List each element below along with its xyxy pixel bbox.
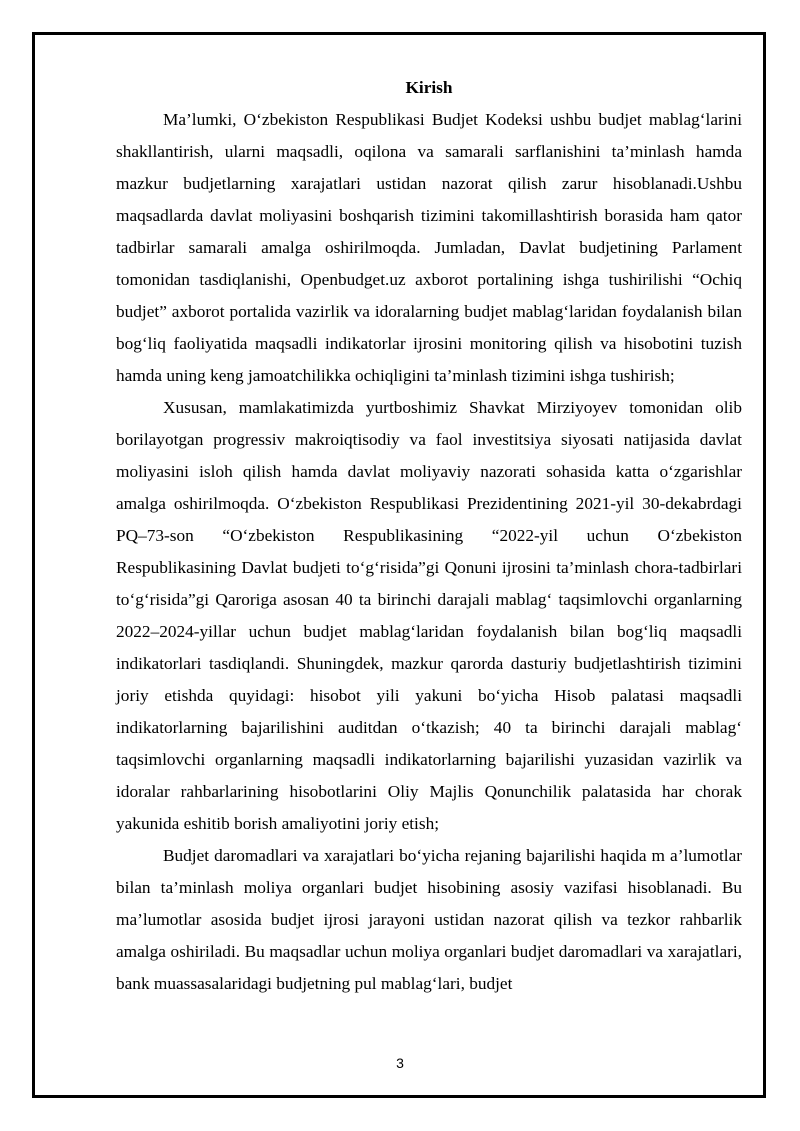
paragraph-2: Xususan, mamlakatimizda yurtboshimiz Shavkat Mirziyoyev tomonidan olib borilayotgan progressiv makroiqtisodiy va faol investitsiya siyosati natijasida davlat moliyasini isloh qilish hamda davlat moliyaviy nazorati sohasida katta o‘zgarishlar amalga oshirilmoqda. O‘zbekiston Respublikasi Prezidentining 2021-yil 30-dekabrdagi PQ–73-son “O‘zbekiston Respublikasining “2022-yil uchun O‘zbekiston Respublikasining Davlat budjeti to‘g‘risida”gi Qonuni ijrosini ta’minlash chora-tadbirlari to‘g‘risida”gi Qaroriga asosan 40 ta birinchi darajali mablag‘ taqsimlovchi organlarning 2022–2024-yillar uchun budjet mablag‘laridan foydalanish bilan bog‘liq maqsadli indikatorlari tasdiqlandi. Shuningdek, mazkur qarorda dasturiy budjetlashtirish tizimini joriy etishda quyidagi: hisobot yili yakuni bo‘yicha Hisob palatasi maqsadli indikatorlarning bajarilishini auditdan o‘tkazish; 40 ta birinchi darajali mablag‘ taqsimlovchi organlarning maqsadli indikatorlarning bajarilishi yuzasidan vazirlik va idoralar rahbarlarining hisobotlarini Oliy Majlis Qonunchilik palatasida har chorak yakunida eshitib borish amaliyotini joriy etish; bbox=[116, 398, 742, 833]
paragraph-1: Ma’lumki, O‘zbekiston Respublikasi Budjet Kodeksi ushbu budjet mablag‘larini shakllantirish, ularni maqsadli, oqilona va samarali sarflanishini ta’minlash hamda mazkur budjetlarning xarajatlari ustidan nazorat qilish zarur hisoblanadi.Ushbu maqsadlarda davlat moliyasini boshqarish tizimini takomillashtirish borasida ham qator tadbirlar samarali amalga oshirilmoqda. Jumladan, Davlat budjetining Parlament tomonidan tasdiqlanishi, Openbudget.uz axborot portalining ishga tushirilishi “Ochiq budjet” axborot portalida vazirlik va idoralarning budjet mablag‘laridan foydalanish bilan bog‘liq faoliyatida maqsadli indikatorlar ijrosini monitoring qilish va hisobotini tuzish hamda uning keng jamoatchilikka ochiqligini ta’minlash tizimini ishga tushirish; bbox=[116, 110, 742, 385]
page-number: 3 bbox=[396, 1055, 404, 1071]
document-body bbox=[116, 72, 742, 1000]
section-title: Kirish bbox=[405, 78, 453, 97]
paragraph-3: Budjet daromadlari va xarajatlari bo‘yicha rejaning bajarilishi haqida m a’lumotlar bilan ta’minlash moliya organlari budjet hisobining asosiy vazifasi hisoblanadi. Bu ma’lumotlar asosida budjet ijrosi jarayoni ustidan nazorat qilish va tezkor rahbarlik amalga oshiriladi. Bu maqsadlar uchun moliya organlari budjet daromadlari va xarajatlari, bank muassasalaridagi budjetning pul mablag‘lari, budjet bbox=[116, 846, 742, 993]
